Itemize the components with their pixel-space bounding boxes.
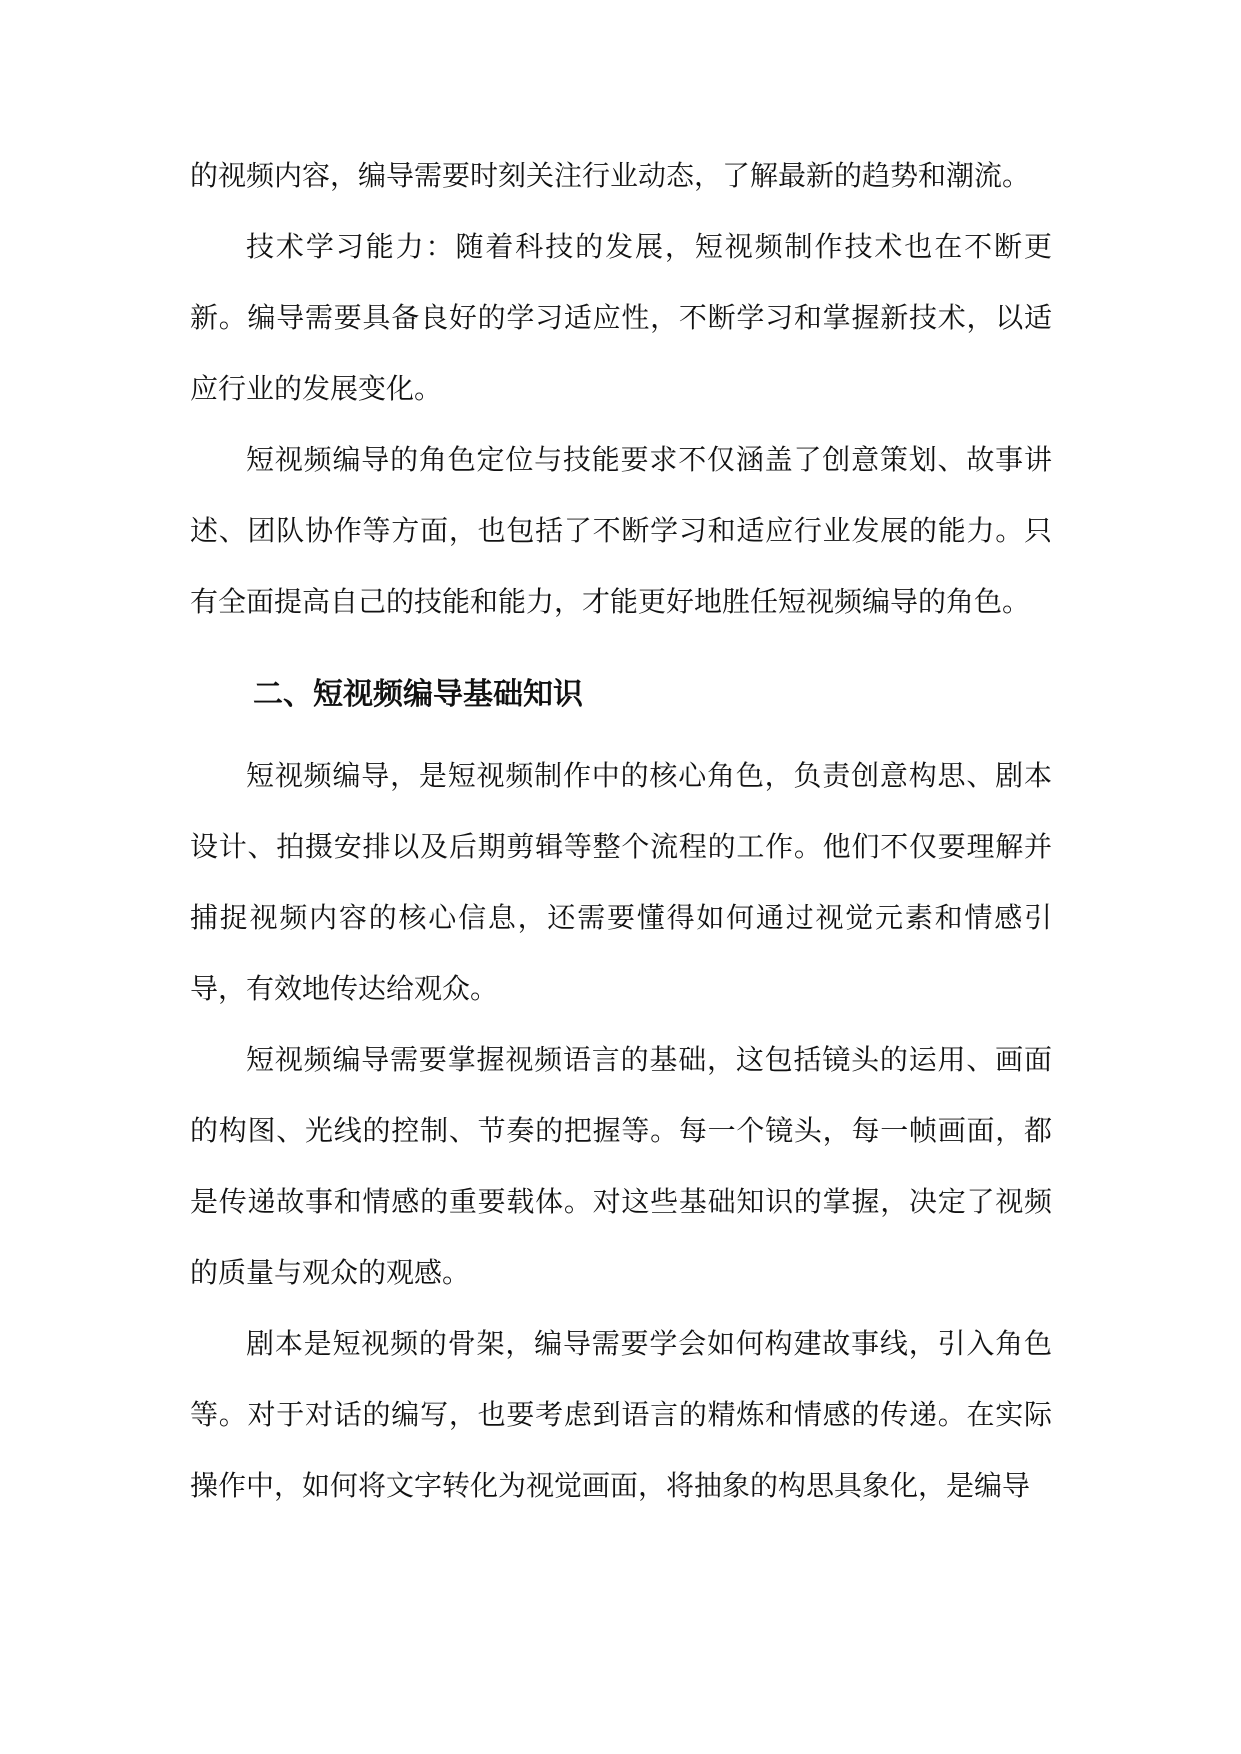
paragraph-tech-learning: 技术学习能力：随着科技的发展，短视频制作技术也在不断更新。编导需要具备良好的学习适应性，不断学习和掌握新技术，以适应行业的发展变化。 [190, 230, 1052, 405]
section-heading: 二、短视频编导基础知识 [253, 677, 583, 712]
document-body [190, 140, 1052, 1521]
paragraph-video-language: 短视频编导需要掌握视频语言的基础，这包括镜头的运用、画面的构图、光线的控制、节奏的把握等。每一个镜头，每一帧画面，都是传递故事和情感的重要载体。对这些基础知识的掌握，决定了视频的质量与观众的观感。 [190, 1043, 1052, 1289]
paragraph-continuation: 的视频内容，编导需要时刻关注行业动态，了解最新的趋势和潮流。 [190, 159, 1031, 192]
paragraph-role-summary: 短视频编导的角色定位与技能要求不仅涵盖了创意策划、故事讲述、团队协作等方面，也包括了不断学习和适应行业发展的能力。只有全面提高自己的技能和能力，才能更好地胜任短视频编导的角色。 [190, 443, 1052, 618]
paragraph-director-role: 短视频编导，是短视频制作中的核心角色，负责创意构思、剧本设计、拍摄安排以及后期剪辑等整个流程的工作。他们不仅要理解并捕捉视频内容的核心信息，还需要懂得如何通过视觉元素和情感引导，有效地传达给观众。 [190, 759, 1052, 1005]
paragraph-script: 剧本是短视频的骨架，编导需要学会如何构建故事线，引入角色等。对于对话的编写，也要考虑到语言的精炼和情感的传递。在实际操作中，如何将文字转化为视觉画面，将抽象的构思具象化，是编导 [190, 1327, 1052, 1502]
